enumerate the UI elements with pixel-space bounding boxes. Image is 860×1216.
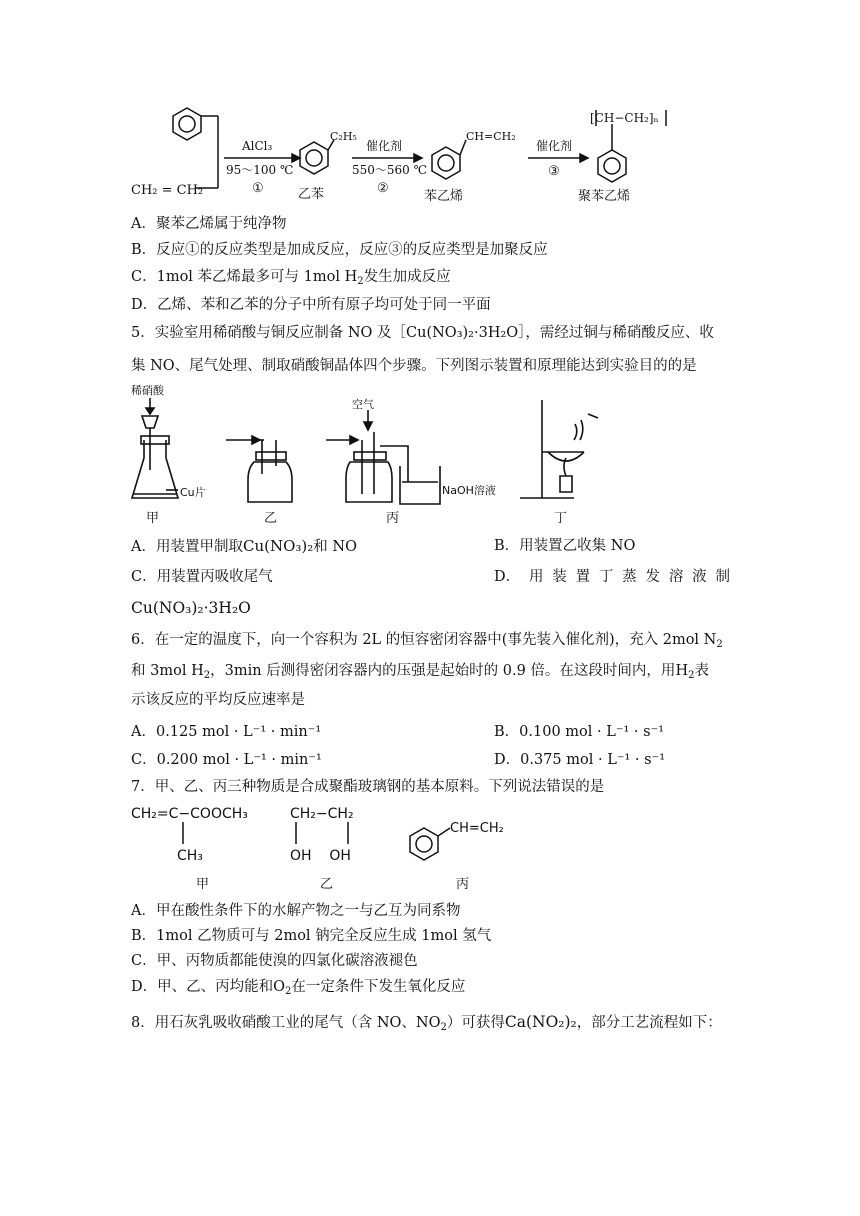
q5-d-w0: D． [494,569,521,585]
compound-bing-vinyl: CH=CH₂ [450,821,504,836]
temp-range-1: 95～100 ℃ [226,163,294,177]
q7-d-o-sub: 2 [285,986,292,997]
q5-stem-pre: 5．实验室用稀硝酸与铜反应制备 NO 及［ [131,325,407,341]
q4-c-sub: 2 [357,276,364,287]
q6-h2-sub: 2 [688,670,695,681]
q7-d-o: O [273,979,286,995]
apparatus-jia: 甲 [146,511,160,526]
q5-a-text: A．用装置甲制取 [131,539,243,555]
ethyl-group: C₂H₅ [330,130,357,143]
q5-d-w9: 制 [715,569,730,585]
q5-d-formula: Cu(NO₃)₂·3H₂O [131,599,251,617]
apparatus-yi: 乙 [264,511,278,526]
compound-yi-top: CH₂−CH₂ [290,806,354,822]
q6-stem-line3: 示该反应的平均反应速率是 [131,692,305,708]
q6-l1-text: 6．在一定的温度下，向一个容积为 2L 的恒容密闭容器中(事先装入催化剂)，充入 2mol [131,632,704,648]
q7-option-c: C．甲、丙物质都能使溴的四氯化碳溶液褪色 [131,953,418,969]
q8-sub: 2 [440,1022,447,1033]
q5-stem-line2: 集 NO、尾气处理、制取硝酸铜晶体四个步骤。下列图示装置和原理能达到实验目的的是 [131,358,697,374]
q7-d-post: 在一定条件下发生氧化反应 [291,979,466,995]
q6-option-c: C．0.200 mol · L⁻¹ · min⁻¹ [131,752,322,768]
q6-l2-end: 表 [694,663,709,679]
q7-option-b: B．1mol 乙物质可与 2mol 钠完全反应生成 1mol 氢气 [131,928,492,944]
q5-stem-post: ］，需经过铜与稀硝酸反应、收 [518,325,714,341]
q7-option-a: A．甲在酸性条件下的水解产物之一与乙互为同系物 [131,903,461,919]
temp-range-2: 550～560 ℃ [352,163,428,177]
compound-jia-main: CH₂=C−COOCH₃ [131,806,248,822]
q5-d-w7: 溶 [668,569,684,585]
q5-a-post: 和 NO [313,539,357,555]
q8-mid: ）可获得 [446,1015,505,1031]
q6-l2-pre: 和 3mol [131,663,192,679]
q8-pre: 8．用石灰乳吸收硝酸工业的尾气（含 NO、NO [131,1015,441,1031]
q4-option-d: D．乙烯、苯和乙苯的分子中所有原子均可处于同一平面 [131,297,491,313]
q4-c-h: H [344,269,358,285]
q4-option-b: B．反应①的反应类型是加成反应，反应③的反应类型是加聚反应 [131,242,548,258]
compound-yi-bottom: OH OH [290,848,351,864]
q6-l2-post: ，3min 后测得密闭容器内的压强是起始时的 0.9 倍。在这段时间内，用 [210,663,676,679]
label-naoh: NaOH溶液 [442,484,496,497]
step-2-label: ② [377,181,389,196]
q7-option-d [131,977,465,997]
q7-stem: 7．甲、乙、丙三种物质是合成聚酯玻璃钢的基本原料。下列说法错误的是 [131,779,605,795]
q4-c-text: C．1mol 苯乙烯最多可与 1mol [131,269,345,285]
catalyst-2: 催化剂 [366,139,403,153]
compound-yi-name: 乙 [320,877,334,892]
compound-jia-branch: CH₃ [177,848,203,864]
q6-h2: H [675,663,689,679]
q6-option-a: A．0.125 mol · L⁻¹ · min⁻¹ [131,724,322,740]
label-air: 空气 [352,398,374,411]
catalyst-alcl3: AlCl₃ [242,139,273,153]
compound-bing-name: 丙 [456,877,470,892]
apparatus-bing: 丙 [386,511,400,526]
q4-c-post: 发生加成反应 [363,269,451,285]
styrene-name: 苯乙烯 [424,189,464,204]
q5-option-c: C．用装置丙吸收尾气 [131,569,273,585]
q8-post: ，部分工艺流程如下： [576,1015,722,1031]
q8-formula: Ca(NO₂)₂ [504,1013,577,1031]
apparatus-ding: 丁 [554,511,568,526]
step-1-label: ① [252,181,264,196]
q6-h: H [191,663,204,679]
q8-stem [131,1012,722,1033]
q5-d-w5: 蒸 [622,569,637,585]
q5-d-w2: 装 [552,569,567,585]
q5-d-w6: 发 [645,569,661,585]
q5-a-formula: Cu(NO₃)₂ [242,537,314,555]
q5-d-w8: 液 [692,569,707,585]
q5-d-w4: 丁 [598,569,614,585]
step-3-label: ③ [548,164,560,179]
q4-option-a: A．聚苯乙烯属于纯净物 [131,216,287,232]
vinyl-group: CH=CH₂ [466,130,516,143]
q7-d-pre: D．甲、乙、丙均能和 [131,979,274,995]
q6-option-d: D．0.375 mol · L⁻¹ · s⁻¹ [494,752,666,768]
ethylene-label: CH₂ = CH₂ [131,183,204,198]
q5-d-w1: 用 [528,569,544,585]
q5-d-w3: 置 [575,569,591,585]
q6-option-b: B．0.100 mol · L⁻¹ · s⁻¹ [494,724,665,740]
q5-option-b: B．用装置乙收集 NO [494,538,636,554]
label-dilute-nitric-acid: 稀硝酸 [131,384,164,397]
polymer-chain: [CH−CH₂]ₙ [590,111,659,125]
q6-n-sub: 2 [716,639,723,650]
compound-jia-name: 甲 [196,877,210,892]
label-cu: Cu片 [180,486,206,499]
ethylbenzene-name: 乙苯 [298,187,325,202]
q5-formula: Cu(NO₃)₂·3H₂O [406,325,519,341]
catalyst-3: 催化剂 [536,139,573,153]
q6-h-sub: 2 [203,670,211,681]
polystyrene-name: 聚苯乙烯 [578,189,631,204]
q6-n: N [703,632,717,648]
